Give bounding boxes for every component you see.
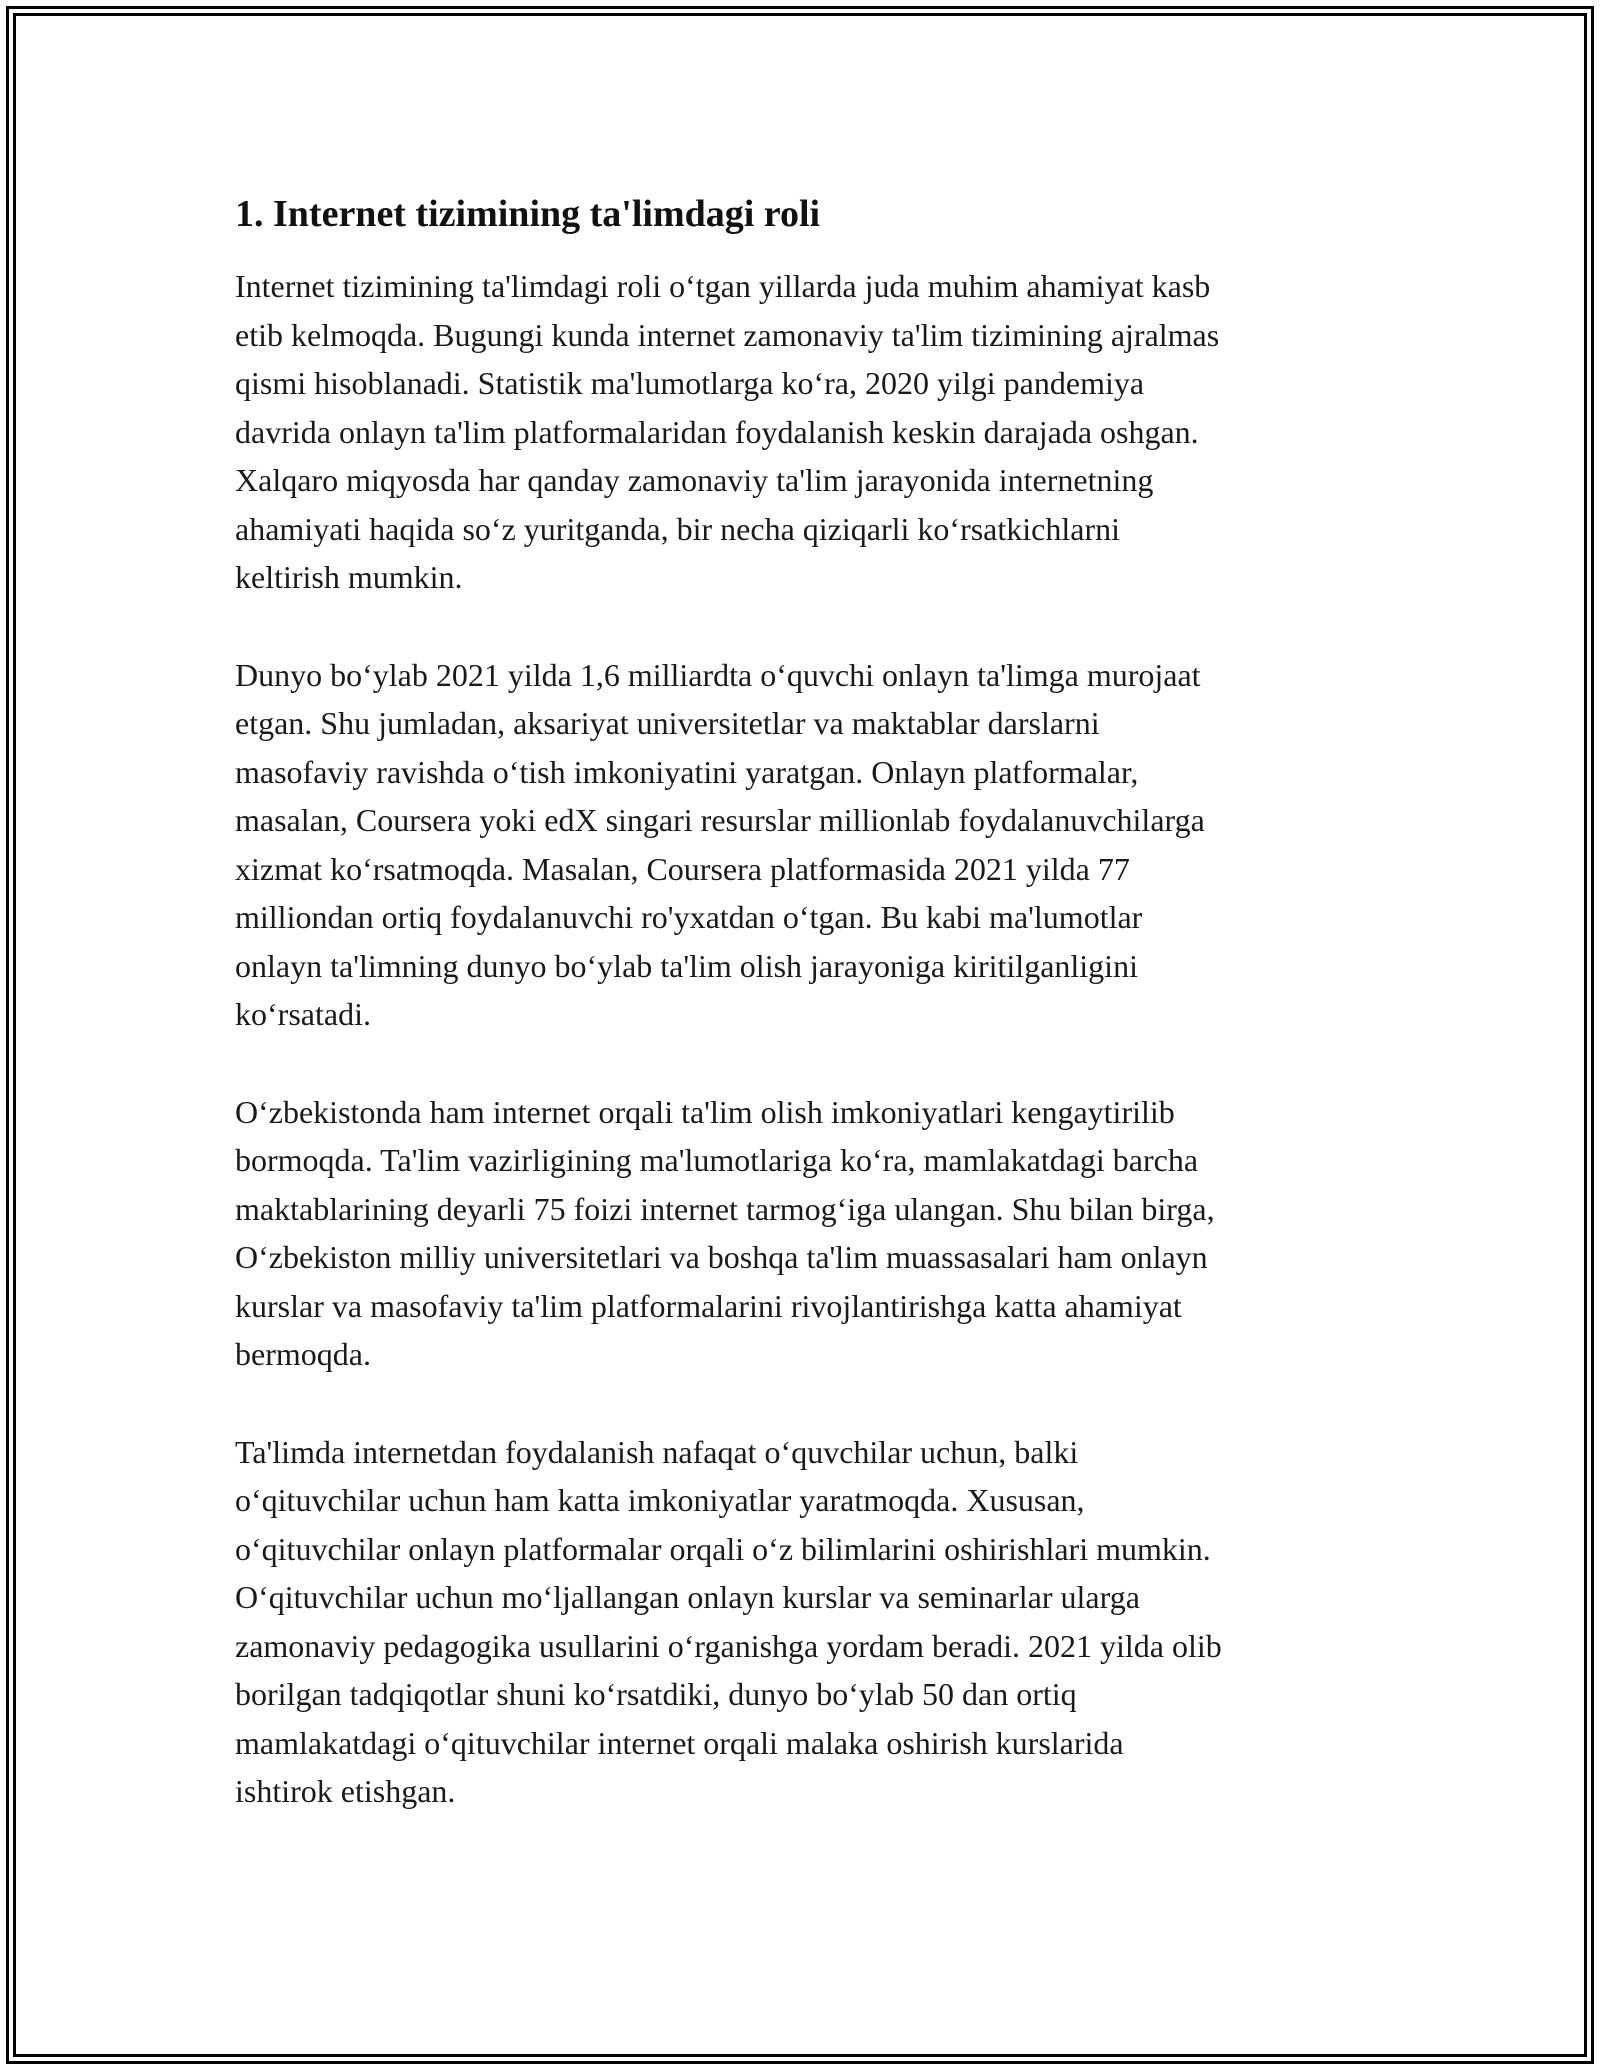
text-line: keltirish mumkin. [235, 559, 463, 595]
text-line: borilgan tadqiqotlar shuni ko‘rsatdiki, dunyo bo‘ylab 50 dan ortiq [235, 1676, 1077, 1712]
text-line: bermoqda. [235, 1336, 371, 1372]
text-line: etgan. Shu jumladan, aksariyat universitetlar va maktablar darslarni [235, 705, 1100, 741]
text-line: O‘qituvchilar uchun mo‘ljallangan onlayn kurslar va seminarlar ularga [235, 1579, 1140, 1615]
text-line: masofaviy ravishda o‘tish imkoniyatini yaratgan. Onlayn platformalar, [235, 753, 1139, 790]
text-line: Internet tizimining ta'limdagi roli o‘tgan yillarda juda muhim ahamiyat kasb [235, 268, 1211, 304]
text-line: bormoqda. Ta'lim vazirligining ma'lumotlariga ko‘ra, mamlakatdagi barcha [235, 1142, 1199, 1178]
text-line: davrida onlayn ta'lim platformalaridan foydalanish keskin darajada oshgan. [235, 413, 1199, 450]
text-line: O‘zbekiston milliy universitetlari va boshqa ta'lim muassasalari ham onlayn [235, 1239, 1208, 1275]
text-line: Dunyo bo‘ylab 2021 yilda 1,6 milliardta o‘quvchi onlayn ta'limga murojaat [235, 656, 1201, 693]
text-line: Ta'limda internetdan foydalanish nafaqat o‘quvchilar uchun, balki [235, 1433, 1079, 1470]
text-line: kurslar va masofaviy ta'lim platformalarini rivojlantirishga katta ahamiyat [235, 1287, 1182, 1324]
paragraph-2 [235, 651, 1375, 1039]
paragraph-3 [235, 1088, 1375, 1379]
text-line: zamonaviy pedagogika usullarini o‘rganishga yordam beradi. 2021 yilda olib [235, 1627, 1222, 1664]
text-line: ahamiyati haqida so‘z yuritganda, bir necha qiziqarli ko‘rsatkichlarni [235, 510, 1120, 547]
text-line: o‘qituvchilar uchun ham katta imkoniyatlar yaratmoqda. Xususan, [235, 1482, 1085, 1518]
text-line: O‘zbekistonda ham internet orqali ta'lim olish imkoniyatlari kengaytirilib [235, 1093, 1175, 1130]
document-body [235, 188, 1375, 1865]
text-line: ko‘rsatadi. [235, 996, 371, 1032]
paragraph-4 [235, 1428, 1375, 1816]
section-heading: 1. Internet tizimining ta'limdagi roli [235, 193, 821, 235]
paragraph-1 [235, 262, 1375, 602]
text-line: qismi hisoblanadi. Statistik ma'lumotlarga ko‘ra, 2020 yilgi pandemiya [235, 365, 1145, 401]
text-line: ishtirok etishgan. [235, 1773, 456, 1809]
text-line: etib kelmoqda. Bugungi kunda internet zamonaviy ta'lim tizimining ajralmas [235, 316, 1220, 353]
text-line: o‘qituvchilar onlayn platformalar orqali o‘z bilimlarini oshirishlari mumkin. [235, 1530, 1211, 1567]
text-line: masalan, Coursera yoki edX singari resurslar millionlab foydalanuvchilarga [235, 802, 1205, 838]
text-line: mamlakatdagi o‘qituvchilar internet orqali malaka oshirish kurslarida [235, 1724, 1124, 1761]
text-line: onlayn ta'limning dunyo bo‘ylab ta'lim olish jarayoniga kiritilganligini [235, 947, 1138, 984]
text-line: milliondan ortiq foydalanuvchi ro'yxatdan o‘tgan. Bu kabi ma'lumotlar [235, 899, 1143, 935]
text-line: xizmat ko‘rsatmoqda. Masalan, Coursera platformasida 2021 yilda 77 [235, 850, 1130, 887]
text-line: maktablarining deyarli 75 foizi internet tarmog‘iga ulangan. Shu bilan birga, [235, 1190, 1215, 1227]
text-line: Xalqaro miqyosda har qanday zamonaviy ta'lim jarayonida internetning [235, 462, 1154, 498]
